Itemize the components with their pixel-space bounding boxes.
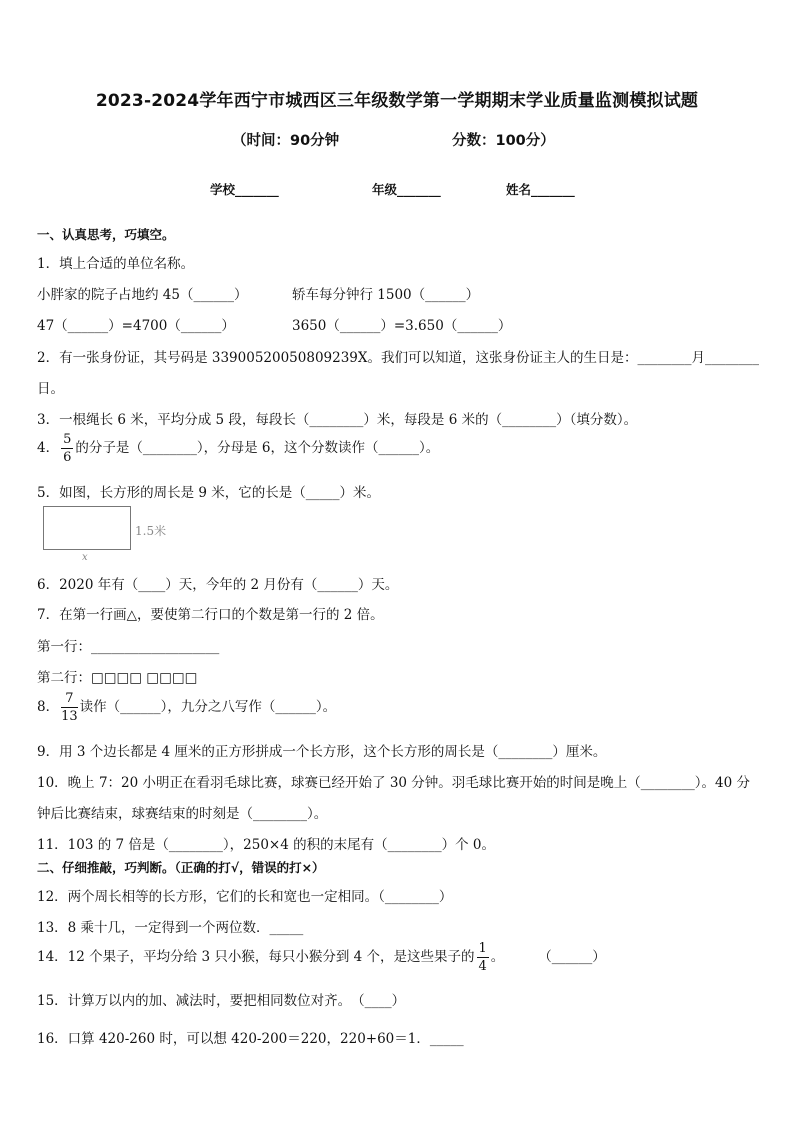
question-1c: 47（______）=4700（______） bbox=[37, 318, 235, 334]
exam-score: 分数：100分） bbox=[452, 133, 555, 149]
question-7-stem: 7．在第一行画△，要使第二行口的个数是第一行的 2 倍。 bbox=[37, 607, 384, 623]
question-4-text: 的分子是（________），分母是 6，这个分数读作（______）。 bbox=[75, 440, 440, 456]
exam-time: （时间：90分钟 bbox=[232, 133, 340, 149]
fraction-5-6 bbox=[61, 433, 73, 464]
section-1-heading: 一、认真思考，巧填空。 bbox=[37, 227, 175, 242]
fraction-denominator: 4 bbox=[478, 959, 487, 974]
fraction-denominator: 6 bbox=[63, 450, 72, 465]
question-14 bbox=[37, 942, 606, 973]
fraction-1-4 bbox=[477, 942, 489, 973]
question-1d: 3650（______）=3.650（______） bbox=[292, 318, 512, 334]
question-4 bbox=[37, 433, 439, 464]
question-7-row2: 第二行：□□□□ □□□□ bbox=[37, 670, 198, 686]
question-13: 13．8 乘十几，一定得到一个两位数．_____ bbox=[37, 920, 304, 936]
question-7-row1: 第一行：___________________ bbox=[37, 639, 220, 655]
fraction-denominator: 13 bbox=[61, 709, 78, 724]
question-3: 3．一根绳长 6 米，平均分成 5 段，每段长（________）米，每段是 6 米的（________）（填分数）。 bbox=[37, 412, 638, 428]
question-8-number: 8． bbox=[37, 699, 60, 715]
question-5: 5．如图，长方形的周长是 9 米，它的长是（_____）米。 bbox=[37, 485, 381, 501]
exam-title: 2023-2024学年西宁市城西区三年级数学第一学期期末学业质量监测模拟试题 bbox=[95, 91, 699, 111]
question-8 bbox=[37, 692, 336, 723]
question-2-line1: 2．有一张身份证，其号码是 33900520050809239X。我们可以知道，这张身份证主人的生日是：________月________ bbox=[37, 350, 760, 366]
question-14-text: 14．12 个果子，平均分给 3 只小猴，每只小猴分到 4 个，是这些果子的 bbox=[37, 949, 475, 965]
question-1-stem: 1．填上合适的单位名称。 bbox=[37, 256, 195, 272]
section-2-heading: 二、仔细推敲，巧判断。（正确的打√，错误的打×） bbox=[37, 860, 325, 875]
rectangle-length-label: x bbox=[82, 552, 88, 563]
fraction-numerator: 1 bbox=[478, 941, 487, 956]
question-14-blank: （______） bbox=[538, 949, 606, 965]
grade-field: 年级_______ bbox=[372, 182, 441, 197]
question-8-text: 读作（______），九分之八写作（______）。 bbox=[79, 699, 337, 715]
rectangle-width-label: 1.5米 bbox=[135, 524, 167, 538]
question-9: 9．用 3 个边长都是 4 厘米的正方形拼成一个长方形，这个长方形的周长是（________）厘米。 bbox=[37, 744, 607, 760]
school-field: 学校_______ bbox=[210, 182, 279, 197]
question-10-line1: 10．晚上 7：20 小明正在看羽毛球比赛，球赛已经开始了 30 分钟。羽毛球比赛开始的时间是晚上（________）。40 分 bbox=[37, 775, 751, 791]
question-11: 11．103 的 7 倍是（________），250×4 的积的末尾有（________）个 0。 bbox=[37, 837, 495, 853]
question-2-line2: 日。 bbox=[37, 381, 64, 397]
question-1a: 小胖家的院子占地约 45（______） bbox=[37, 287, 248, 303]
fraction-numerator: 5 bbox=[63, 432, 72, 447]
rectangle-figure bbox=[43, 506, 131, 550]
fraction-7-13 bbox=[61, 692, 78, 723]
question-14-tail: 。 bbox=[490, 949, 505, 965]
question-4-number: 4． bbox=[37, 440, 60, 456]
question-12: 12．两个周长相等的长方形，它们的长和宽也一定相同。（________） bbox=[37, 889, 453, 905]
question-16: 16．口算 420-260 时，可以想 420-200＝220，220+60＝1．_____ bbox=[37, 1031, 464, 1047]
name-field: 姓名_______ bbox=[506, 182, 575, 197]
fraction-numerator: 7 bbox=[61, 692, 78, 708]
question-6: 6．2020 年有（____）天，今年的 2 月份有（______）天。 bbox=[37, 577, 399, 593]
question-15: 15．计算万以内的加、减法时，要把相同数位对齐。 （____） bbox=[37, 993, 406, 1009]
question-1b: 轿车每分钟行 1500（______） bbox=[292, 287, 480, 303]
question-10-line2: 钟后比赛结束，球赛结束的时刻是（________）。 bbox=[37, 806, 328, 822]
